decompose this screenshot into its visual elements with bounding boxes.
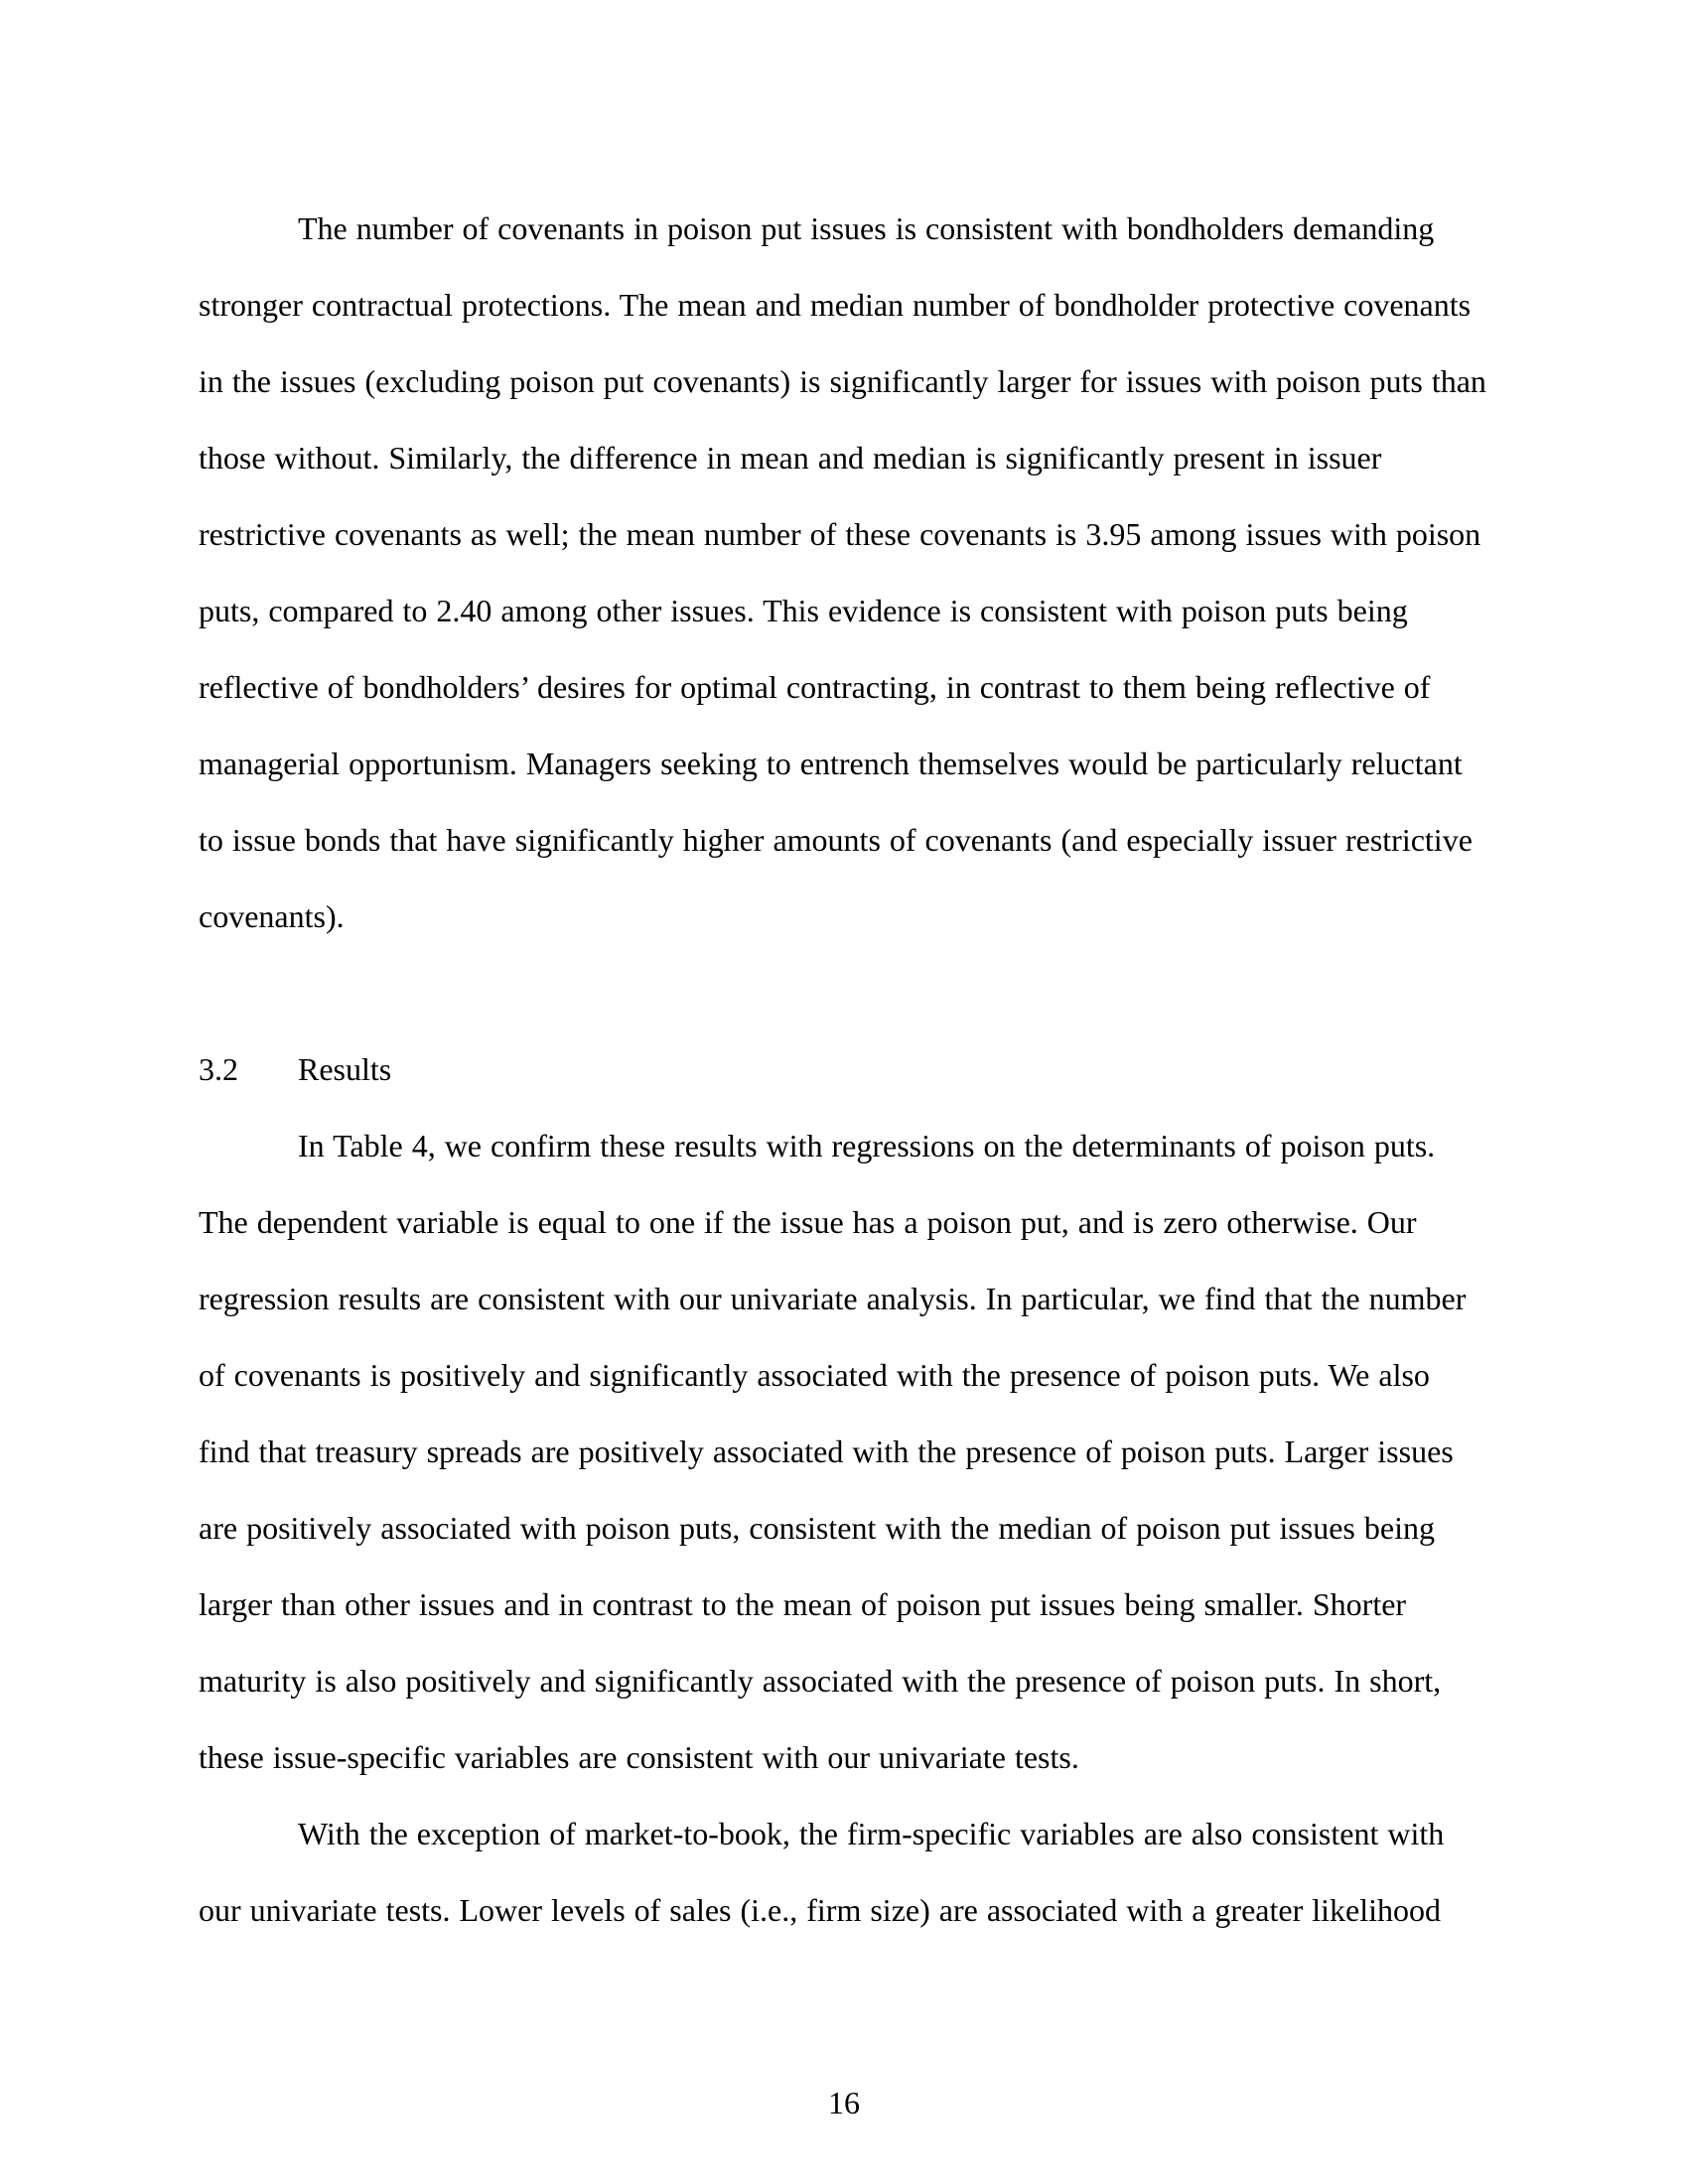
section-number: 3.2 — [199, 1051, 238, 1087]
paragraph-regression-results: In Table 4, we confirm these results with regressions on the determinants of poison puts. The dependent variable is equal to one if the issue has a poison put, and is zero otherwise. Our regression results are consistent with our univariate analysis. In particular, we find that the number of covenants is positively and significantly associated with the presence of poison puts. We also find that treasury spreads are positively associated with the presence of poison puts. Larger issues are positively associated with poison puts, consistent with the median of poison put issues being larger than other issues and in contrast to the mean of poison put issues being smaller. Shorter maturity is also positively and significantly associated with the presence of poison puts. In short, these issue-specific variables are consistent with our univariate tests. — [199, 1128, 1467, 1775]
section-title: Results — [298, 1051, 392, 1087]
page-number: 16 — [828, 2085, 860, 2120]
section-heading — [199, 1031, 1489, 1108]
paragraph-firm-specific: With the exception of market-to-book, the firm-specific variables are also consistent with our univariate tests. Lower levels of sales (i.e., firm size) are associated with a greater likelihood — [199, 1816, 1445, 1928]
paragraph-covenants-univariate: The number of covenants in poison put issues is consistent with bondholders demanding stronger contractual protections. The mean and median number of bondholder protective covenants in the issues (excluding poison put covenants) is significantly larger for issues with poison puts than those without. Similarly, the difference in mean and median is significantly present in issuer restrictive covenants as well; the mean number of these covenants is 3.95 among issues with poison puts, compared to 2.40 among other issues. This evidence is consistent with poison puts being reflective of bondholders’ desires for optimal contracting, in contrast to them being reflective of managerial opportunism. Managers seeking to entrench themselves would be particularly reluctant to issue bonds that have significantly higher amounts of covenants (and especially issuer restrictive covenants). — [199, 210, 1486, 934]
